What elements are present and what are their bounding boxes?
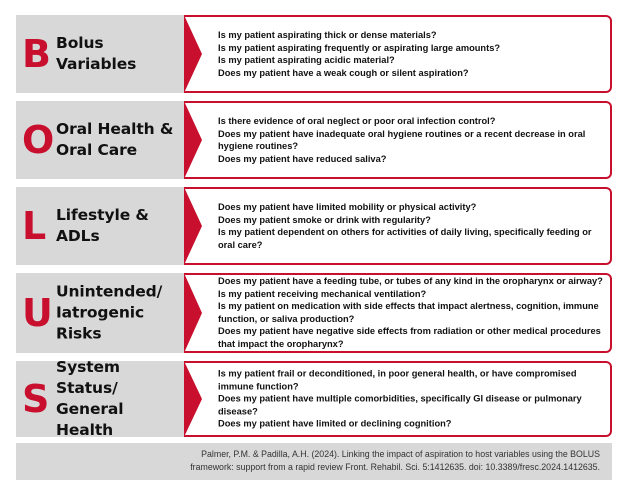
question-item: Is my patient on medication with side effects that impact alertness, cognition, immune function, or saliva production? — [218, 301, 599, 324]
section-b-label-panel — [16, 15, 184, 93]
citation-line-2: framework: support from a rapid review Front. Rehabil. Sci. 5:1412635. doi: 10.3389/fresc.2024.1412635. — [190, 462, 600, 472]
section-u-label-panel — [16, 273, 184, 353]
section-s-question-list — [218, 368, 604, 431]
question-item: Is my patient dependent on others for activities of daily living, specifically feeding or oral care? — [218, 227, 592, 250]
section-u-letter: U — [22, 291, 53, 335]
question-item: Does my patient have multiple comorbidities, specifically GI disease or pulmonary disease? — [218, 393, 582, 417]
section-s-label-panel — [16, 358, 184, 439]
section-s — [16, 358, 612, 439]
section-u-question-list — [218, 275, 604, 351]
section-u-questions-panel — [184, 273, 612, 353]
section-b — [16, 15, 612, 93]
question-item: Does my patient have limited or declining cognition? — [218, 418, 452, 429]
question-item: Is my patient aspirating thick or dense materials? — [218, 29, 437, 40]
question-item: Is my patient frail or deconditioned, in poor general health, or have compromised immune function? — [218, 368, 577, 392]
question-item: Does my patient have a feeding tube, or tubes of any kind in the oropharynx or airway? — [218, 276, 603, 287]
citation-footer — [16, 443, 612, 480]
section-l-questions-panel — [184, 187, 612, 265]
section-l-label-panel — [16, 187, 184, 265]
section-s-letter: S — [22, 377, 50, 421]
section-l-title: Lifestyle & ADLs — [56, 206, 149, 245]
section-u — [16, 273, 612, 353]
section-b-letter: B — [22, 32, 51, 76]
section-u-title: Unintended/ Iatrogenic Risks — [56, 282, 163, 343]
section-b-questions-panel — [184, 15, 612, 93]
section-s-title: System Status/ General Health — [56, 358, 124, 439]
question-item: Does my patient have negative side effects from radiation or other medical procedures that impact the oropharynx? — [218, 326, 601, 350]
section-o-title: Oral Health & Oral Care — [56, 120, 174, 159]
question-item: Is there evidence of oral neglect or poor oral infection control? — [218, 115, 496, 126]
section-o-question-list — [218, 115, 604, 165]
question-item: Does my patient have limited mobility or physical activity? — [218, 201, 477, 212]
citation-line-1: Palmer, P.M. & Padilla, A.H. (2024). Linking the impact of aspiration to host variables using the BOLUS — [201, 449, 600, 459]
section-b-title: Bolus Variables — [56, 34, 137, 73]
section-l-question-list — [218, 201, 604, 251]
question-item: Is my patient aspirating frequently or aspirating large amounts? — [218, 42, 501, 53]
section-o-letter: O — [22, 118, 55, 162]
question-item: Does my patient have a weak cough or silent aspiration? — [218, 67, 469, 78]
section-o — [16, 101, 612, 179]
question-item: Does my patient smoke or drink with regularity? — [218, 214, 431, 225]
question-item: Is my patient receiving mechanical ventilation? — [218, 288, 427, 299]
section-o-questions-panel — [184, 101, 612, 179]
section-l — [16, 187, 612, 265]
question-item: Does my patient have reduced saliva? — [218, 153, 387, 164]
question-item: Does my patient have inadequate oral hygiene routines or a recent decrease in oral hygiene routines? — [218, 128, 586, 151]
section-b-question-list — [218, 29, 604, 79]
section-o-label-panel — [16, 101, 184, 179]
section-s-questions-panel — [184, 361, 612, 437]
question-item: Is my patient aspirating acidic material? — [218, 55, 395, 65]
section-l-letter: L — [22, 204, 47, 248]
